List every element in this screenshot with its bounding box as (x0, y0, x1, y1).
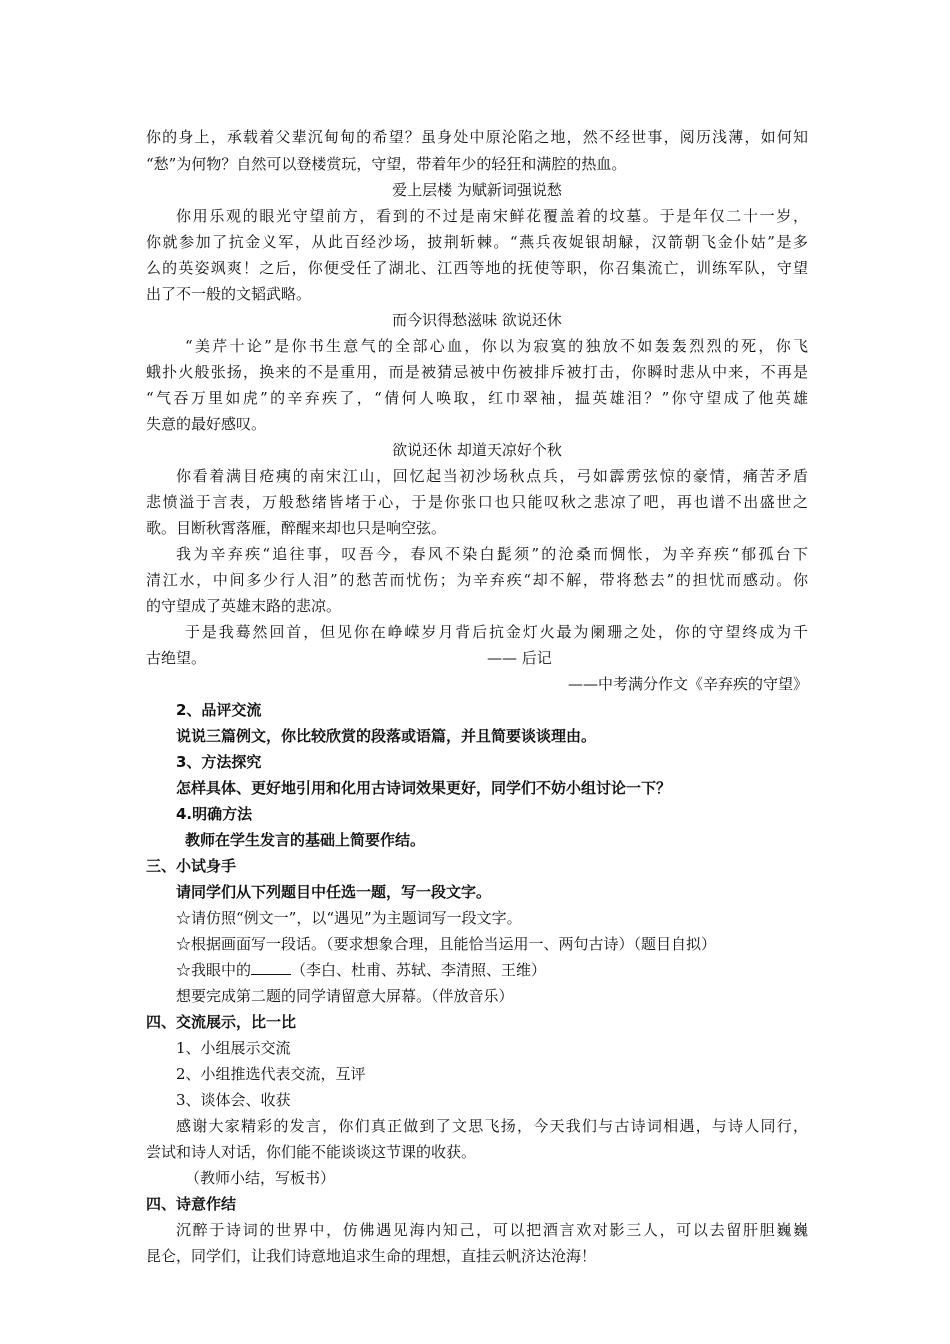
essay-line: 你的身上，承载着父辈沉甸甸的希望？虽身处中原沦陷之地，然不经世事，阅历浅薄，如何知 (146, 128, 808, 146)
essay-line: 歌。目断秋霄落雁，醉醒来却也只是响空弦。 (146, 519, 447, 537)
essay-line: 于是我蓦然回首，但见你在峥嵘岁月背后抗金灯火最为阑珊之处，你的守望终成为千 (185, 623, 808, 641)
option-3-suffix: （李白、杜甫、苏轼、李清照、王维） (291, 961, 547, 979)
part-3-option-3 (176, 958, 838, 982)
part-4-item-1: 1、小组展示交流 (176, 1039, 291, 1057)
essay-line: “气吞万里如虎”的辛弃疾了，“倩何人唤取，红巾翠袖，揾英雄泪？”你守望成了他英雄 (146, 389, 808, 407)
essay-line: 的守望成了英雄末路的悲凉。 (146, 597, 342, 615)
essay-line: 你就参加了抗金义军，从此百经沙场，披荆斩棘。“燕兵夜娖银胡觮，汉箭朝飞金仆姑”是多 (146, 233, 808, 251)
part-3-option-2: ☆根据画面写一段话。（要求想象合理，且能恰当运用一、两句古诗）（题目自拟） (176, 935, 717, 953)
essay-line: 我为辛弃疾“追往事，叹吾今，春风不染白髭须”的沧桑而惆怅，为辛弃疾“郁孤台下 (176, 545, 808, 563)
essay-subheading: 欲说还休 却道天凉好个秋 (392, 441, 562, 459)
essay-postscript: —— 后记 (487, 649, 552, 667)
part-3-note: 想要完成第二题的同学请留意大屏幕。（伴放音乐） (176, 987, 514, 1005)
section-2-text: 说说三篇例文，你比较欣赏的段落或语篇，并且简要谈谈理由。 (176, 727, 597, 745)
part-4-item-2: 2、小组推选代表交流，互评 (176, 1065, 366, 1083)
essay-line: “愁”为何物？自然可以登楼赏玩，守望，带着年少的轻狂和满腔的热血。 (146, 155, 627, 173)
part-4-note: （教师小结，写板书） (185, 1169, 336, 1187)
essay-subheading: 而今识得愁滋味 欲说还休 (392, 311, 562, 329)
section-3-text: 怎样具体、更好地引用和化用古诗词效果更好，同学们不妨小组讨论一下？ (176, 779, 672, 797)
essay-line: 古绝望。 (146, 649, 207, 667)
essay-line: “美芹十论”是你书生意气的全部心血，你以为寂寞的独放不如轰轰烈烈的死，你飞 (185, 337, 808, 355)
fill-in-blank (251, 959, 291, 975)
part-5-paragraph-line: 昆仑，同学们，让我们诗意地追求生命的理想，直挂云帆济达沧海！ (146, 1247, 597, 1265)
section-2-title: 2、品评交流 (176, 701, 262, 719)
essay-source: ——中考满分作文《辛弃疾的守望》 (567, 675, 808, 693)
essay-line: 你看着满目疮痍的南宋江山，回忆起当初沙场秋点兵，弓如霹雳弦惊的豪情，痛苦矛盾 (176, 467, 808, 485)
essay-line: 你用乐观的眼光守望前方，看到的不过是南宋鲜花覆盖着的坟墓。于是年仅二十一岁， (176, 207, 808, 225)
part-5-title: 四、诗意作结 (146, 1195, 237, 1213)
part-4-item-3: 3、谈体会、收获 (176, 1091, 291, 1109)
part-3-option-1: ☆请仿照“例文一”，以“遇见”为主题词写一段文字。 (176, 909, 522, 927)
essay-line: 蛾扑火般张扬，换来的不是重用，而是被猜忌被中伤被排斥被打击，你瞬时悲从中来，不再是 (146, 363, 808, 381)
option-3-prefix: ☆我眼中的 (176, 961, 252, 979)
essay-line: 失意的最好感叹。 (146, 415, 267, 433)
part-3-intro: 请同学们从下列题目中任选一题，写一段文字。 (176, 883, 492, 901)
part-3-title: 三、小试身手 (146, 857, 237, 875)
essay-line: 么的英姿飒爽！之后，你便受任了湖北、江西等地的抚使等职，你召集流亡，训练军队，守望 (146, 259, 808, 277)
essay-subheading: 爱上层楼 为赋新词强说愁 (392, 181, 562, 199)
essay-line: 清江水，中间多少行人泪”的愁苦而忧伤；为辛弃疾“却不解，带将愁去”的担忧而感动。你 (146, 571, 808, 589)
essay-line: 出了不一般的文韬武略。 (146, 285, 312, 303)
part-4-title: 四、交流展示，比一比 (146, 1013, 297, 1031)
part-5-paragraph-line: 沉醉于诗词的世界中，仿佛遇见海内知己，可以把酒言欢对影三人，可以去留肝胆巍巍 (176, 1221, 808, 1239)
section-4-title: 4.明确方法 (176, 805, 253, 823)
part-4-paragraph-line: 感谢大家精彩的发言，你们真正做到了文思飞扬，今天我们与古诗词相遇，与诗人同行， (176, 1117, 808, 1135)
part-4-paragraph-line: 尝试和诗人对话，你们能不能谈谈这节课的收获。 (146, 1143, 477, 1161)
essay-line: 悲愤溢于言表，万般愁绪皆堵于心，于是你张口也只能叹秋之悲凉了吧，再也谱不出盛世之 (146, 493, 808, 511)
section-3-title: 3、方法探究 (176, 753, 262, 771)
section-4-text: 教师在学生发言的基础上简要作结。 (185, 831, 426, 849)
